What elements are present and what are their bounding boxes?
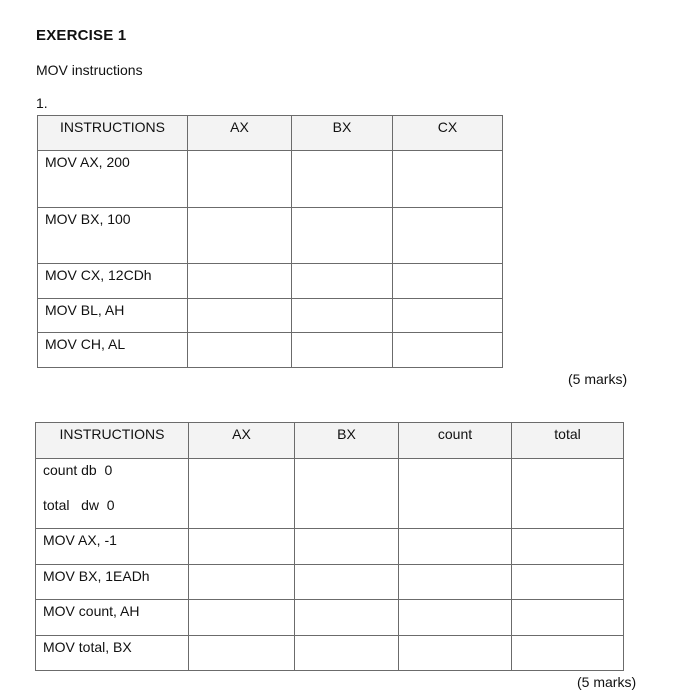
count-cell[interactable] [399, 565, 512, 600]
instruction-cell: MOV BX, 1EADh [36, 565, 189, 600]
ax-cell[interactable] [188, 333, 292, 368]
table-row [36, 600, 624, 636]
mov-table-2 [35, 422, 624, 671]
bx-cell[interactable] [292, 299, 393, 333]
marks-label-1: (5 marks) [568, 371, 628, 387]
table2-header-count: count [399, 423, 512, 459]
count-declaration: count db 0 [43, 462, 113, 478]
count-cell[interactable] [399, 600, 512, 636]
count-cell[interactable] [399, 636, 512, 671]
ax-cell[interactable] [189, 529, 295, 565]
instruction-cell: MOV BX, 100 [38, 208, 188, 264]
table-row [36, 529, 624, 565]
ax-cell[interactable] [189, 459, 295, 529]
exercise-subtitle: MOV instructions [36, 62, 143, 78]
table1-header-instructions: INSTRUCTIONS [38, 116, 188, 151]
bx-cell[interactable] [292, 264, 393, 299]
ax-cell[interactable] [189, 565, 295, 600]
count-cell[interactable] [399, 529, 512, 565]
cx-cell[interactable] [393, 208, 503, 264]
ax-cell[interactable] [189, 600, 295, 636]
bx-cell[interactable] [295, 529, 399, 565]
cx-cell[interactable] [393, 299, 503, 333]
bx-cell[interactable] [295, 636, 399, 671]
cx-cell[interactable] [393, 333, 503, 368]
declarations-cell [36, 459, 189, 529]
table-row [38, 208, 503, 264]
total-declaration: total dw 0 [43, 497, 115, 513]
bx-cell[interactable] [292, 208, 393, 264]
table-row [38, 333, 503, 368]
ax-cell[interactable] [189, 636, 295, 671]
table-row [36, 459, 624, 529]
instruction-cell: MOV BL, AH [38, 299, 188, 333]
instruction-cell: MOV CH, AL [38, 333, 188, 368]
count-cell[interactable] [399, 459, 512, 529]
ax-cell[interactable] [188, 299, 292, 333]
ax-cell[interactable] [188, 208, 292, 264]
cx-cell[interactable] [393, 264, 503, 299]
total-cell[interactable] [512, 459, 624, 529]
table2-header-ax: AX [189, 423, 295, 459]
instruction-cell: MOV AX, -1 [36, 529, 189, 565]
table2-header-row [36, 423, 624, 459]
instruction-cell: MOV CX, 12CDh [38, 264, 188, 299]
table1-header-bx: BX [292, 116, 393, 151]
table1-header-ax: AX [188, 116, 292, 151]
instruction-cell: MOV total, BX [36, 636, 189, 671]
ax-cell[interactable] [188, 151, 292, 208]
bx-cell[interactable] [295, 600, 399, 636]
total-cell[interactable] [512, 636, 624, 671]
bx-cell[interactable] [295, 565, 399, 600]
table2-header-total: total [512, 423, 624, 459]
table-row [36, 565, 624, 600]
table-row [38, 264, 503, 299]
table-row [36, 636, 624, 671]
table1-header-row [38, 116, 503, 151]
question-number: 1. [36, 95, 48, 111]
table2-header-bx: BX [295, 423, 399, 459]
ax-cell[interactable] [188, 264, 292, 299]
exercise-title: EXERCISE 1 [36, 27, 127, 44]
bx-cell[interactable] [295, 459, 399, 529]
instruction-cell: MOV count, AH [36, 600, 189, 636]
table1-header-cx: CX [393, 116, 503, 151]
table-row [38, 151, 503, 208]
table2-header-instructions: INSTRUCTIONS [36, 423, 189, 459]
cx-cell[interactable] [393, 151, 503, 208]
table-row [38, 299, 503, 333]
instruction-cell: MOV AX, 200 [38, 151, 188, 208]
mov-table-1 [37, 115, 503, 368]
total-cell[interactable] [512, 565, 624, 600]
bx-cell[interactable] [292, 333, 393, 368]
total-cell[interactable] [512, 600, 624, 636]
bx-cell[interactable] [292, 151, 393, 208]
marks-label-2: (5 marks) [577, 674, 637, 690]
total-cell[interactable] [512, 529, 624, 565]
